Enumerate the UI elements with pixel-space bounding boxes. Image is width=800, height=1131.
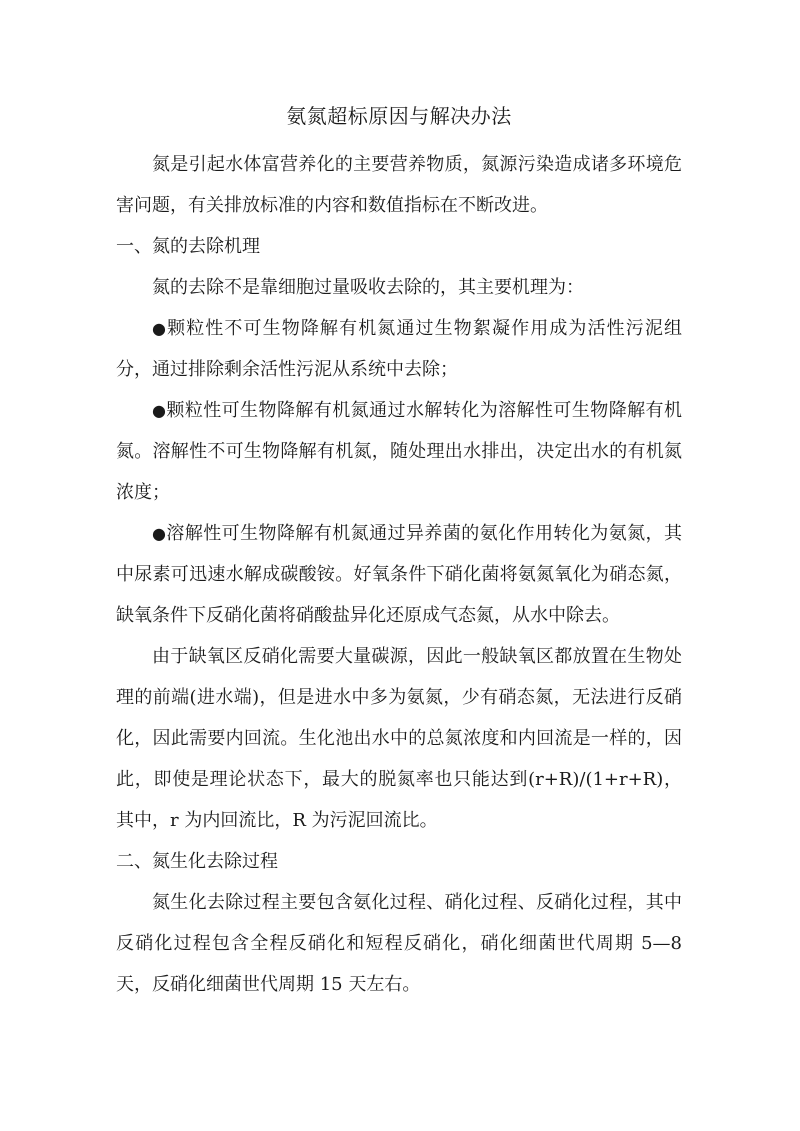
bullet-text: 颗粒性可生物降解有机氮通过水解转化为溶解性可生物降解有机氮。溶解性不可生物降解有机氮，随处理出水排出，决定出水的有机氮浓度； (116, 400, 682, 503)
bullet-dot-icon: ● (152, 401, 167, 420)
bullet-item (116, 513, 682, 636)
mechanism-lead-paragraph: 氮的去除不是靠细胞过量吸收去除的，其主要机理为： (152, 277, 584, 298)
section-heading-mechanism: 一、氮的去除机理 (116, 236, 260, 257)
process-paragraph: 氮生化去除过程主要包含氨化过程、硝化过程、反硝化过程，其中反硝化过程包含全程反硝化和短程反硝化，硝化细菌世代周期 5—8 天，反硝化细菌世代周期 15 天左右。 (116, 892, 682, 995)
bullet-item (116, 390, 682, 513)
bullet-dot-icon: ● (152, 319, 168, 338)
bullet-text: 颗粒性不可生物降解有机氮通过生物絮凝作用成为活性污泥组分，通过排除剩余活性污泥从系统中去除； (116, 318, 682, 380)
bullet-item (116, 308, 682, 390)
denitrification-paragraph: 由于缺氧区反硝化需要大量碳源，因此一般缺氧区都放置在生物处理的前端(进水端)，但是进水中多为氨氮，少有硝态氮，无法进行反硝化，因此需要内回流。生化池出水中的总氮浓度和内回流是一样的，因此，即使是理论状态下，最大的脱氮率也只能达到(r+R)/(1+r+R)，其中，r 为内回流比，R 为污泥回流比。 (116, 646, 682, 831)
document-page (116, 100, 682, 1005)
section-heading-process: 二、氮生化去除过程 (116, 851, 278, 872)
bullet-dot-icon: ● (152, 524, 167, 543)
bullet-text: 溶解性可生物降解有机氮通过异养菌的氨化作用转化为氨氮，其中尿素可迅速水解成碳酸铵。好氧条件下硝化菌将氨氮氧化为硝态氮，缺氧条件下反硝化菌将硝酸盐异化还原成气态氮，从水中除去。 (116, 523, 682, 626)
page-title: 氨氮超标原因与解决办法 (286, 104, 512, 128)
intro-paragraph: 氮是引起水体富营养化的主要营养物质，氮源污染造成诸多环境危害问题，有关排放标准的内容和数值指标在不断改进。 (116, 154, 682, 216)
